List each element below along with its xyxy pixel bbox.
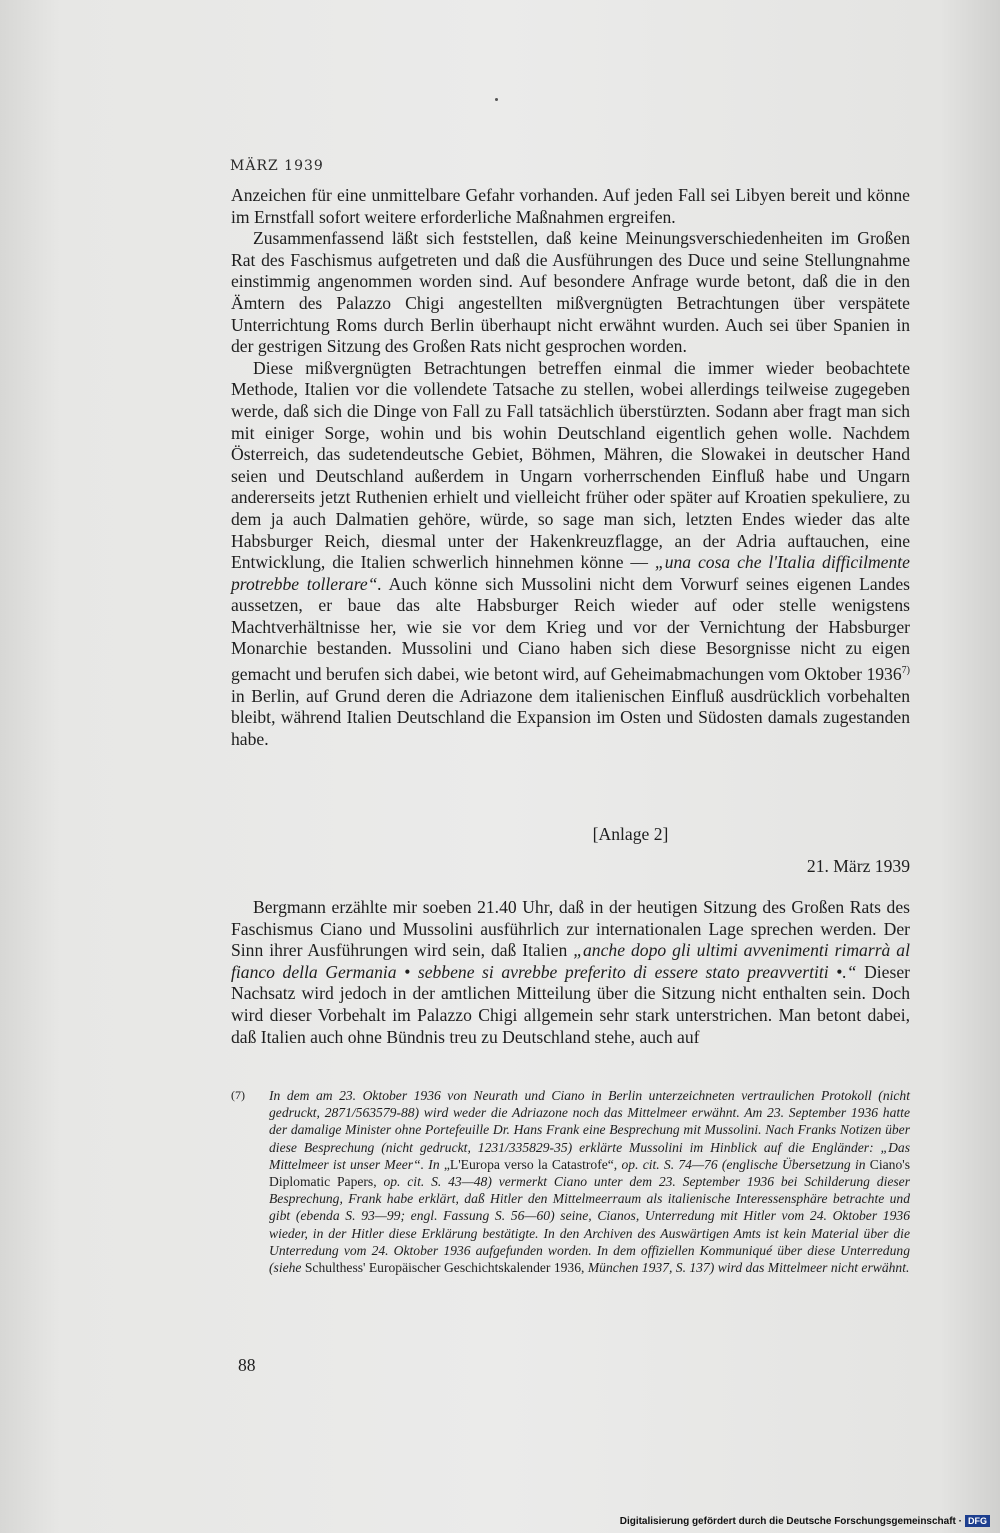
footnote-text — [269, 1087, 910, 1276]
footnote-ref: 7) — [901, 665, 910, 677]
page-number: 88 — [238, 1355, 256, 1375]
paragraph: Anzeichen für eine unmittelbare Gefahr vorhanden. Auf jeden Fall sei Libyen bereit und könne im Ernstfall sofort weitere erforderliche Maßnahmen ergreifen. — [231, 185, 910, 227]
paragraph — [231, 358, 910, 751]
main-text — [231, 185, 910, 750]
fn-run: op. cit. S. 74—76 (englische Übersetzung in — [621, 1156, 866, 1172]
fn-run: In dem am 23. Oktober 1936 von Neurath und Ciano in Berlin unterzeichneten vertraulichen Protokoll (nicht gedruckt, 2871/563579-88) wird weder die Adriazone noch das Mittelmeer erwähnt. Am 23. September 1936 hatte der damalige Minister ohne Portefeuille Dr. Hans Frank eine Besprechung mit Mussolini. Nach Franks Notizen über diese Besprechung (nicht gedruckt, 1231/335829-35) erklärte Mussolini im Hinblick auf die Engländer: „Das Mittelmeer ist unser Meer“. In — [269, 1088, 910, 1172]
fn-title: Schulthess' Europäischer Geschichtskalender 1936, — [304, 1260, 585, 1276]
paragraph: Zusammenfassend läßt sich feststellen, daß keine Meinungsverschiedenheiten im Großen Rat des Faschismus aufgetreten und daß die Ausführungen des Duce und seine Stellungnahme einstimmig angenommen worden sind. Auf besondere Anfrage wurde betont, daß die in den Ämtern des Palazzo Chigi angestellten mißvergnügten Betrachtungen über verspätete Unterrichtung Roms durch Berlin überhaupt nicht erwähnt wurden. Auch sei über Spanien in der gestrigen Sitzung des Großen Rats nicht gesprochen worden. — [231, 228, 910, 357]
text-run: Diese mißvergnügten Betrachtungen betreffen einmal die immer wieder beobachtete Methode, Italien vor die vollendete Tatsache zu stellen, wobei allerdings teilweise zugegeben werde, daß sich die Dinge von Fall zu Fall tatsächlich überstürzten. Sodann aber fragt man sich mit einiger Sorge, wohin und bis wohin Deutschland eigentlich gehen wolle. Nachdem Österreich, das sudetendeutsche Gebiet, Böhmen, Mähren, die Slowakei in deutscher Hand seien und Deutschland außerdem in Ungarn vorherrschenden Einfluß habe und Ungarn andererseits jetzt Ruthenien erhielt und vielleicht früher oder später auf Kroatien spekuliere, zu dem ja auch Dalmatien gehöre, würde, so sage man sich, letzten Endes wieder das alte Habsburger Reich, diesmal unter der Hakenkreuzflagge, an der Adria auftauchen, eine Entwicklung, die Italien schwerlich hinnehmen könne — — [231, 357, 910, 573]
fn-title: „L'Europa verso la Catastrofe“, — [443, 1156, 618, 1172]
date-line: 21. März 1939 — [806, 856, 910, 876]
text-run: in Berlin, auf Grund deren die Adriazone dem italienischen Einfluß ausdrücklich vorbehalten bleibt, während Italien Deutschland die Expansion im Osten und Südosten damals zugestanden habe. — [231, 685, 910, 749]
fn-title: Ciano's Diplomatic Papers, — [269, 1156, 910, 1190]
text-run: Dieser Nachsatz wird jedoch in der amtlichen Mitteilung über die Sitzung nicht enthalten sein. Doch wird dieser Vorbehalt im Palazzo Chigi allgemein sehr stark unterstrichen. Man betont dabei, daß Italien auch ohne Bündnis treu zu Deutschland stehe, auch auf — [231, 961, 910, 1047]
italian-quote: „anche dopo gli ultimi avvenimenti rimarrà al fianco della Germania • sebbene si avrebbe preferito di essere stato preavvertiti •.“ — [231, 940, 910, 982]
footnote-mark: (7) — [231, 1088, 245, 1102]
footer-credit — [620, 1515, 990, 1527]
annex-label: [Anlage 2] — [592, 824, 669, 844]
dfg-logo: DFG — [965, 1515, 990, 1527]
text-run: Auch könne sich Mussolini nicht dem Vorwurf seines eigenen Landes aussetzen, er baue das alte Habsburger Reich wieder auf oder stelle wenigstens Machtverhältnisse her, wie sie vor dem Krieg und vor der Vernichtung der Habsburger Monarchie bestanden. Mussolini und Ciano haben sich diese Besorgnisse nicht zu eigen gemacht und berufen sich dabei, wie betont wird, auf Geheimabmachungen vom Oktober 1936 — [231, 573, 910, 684]
footnote — [231, 1087, 910, 1276]
fn-run: München 1937, S. 137) wird das Mittelmeer nicht erwähnt. — [587, 1260, 910, 1276]
italian-quote: „una cosa che l'Italia difficilmente protrebbe tollerare“. — [231, 552, 910, 594]
speck — [495, 98, 498, 101]
credit-text: Digitalisierung gefördert durch die Deutsche Forschungsgemeinschaft · — [619, 1515, 962, 1527]
annex-text — [231, 897, 910, 1048]
running-head: MÄRZ 1939 — [230, 158, 324, 174]
text-run: Bergmann erzählte mir soeben 21.40 Uhr, daß in der heutigen Sitzung des Großen Rats des Faschismus Ciano und Mussolini ausführlich zur internationalen Lage sprechen werden. Der Sinn ihrer Ausführungen wird sein, daß Italien — [231, 897, 910, 961]
fn-run: op. cit. S. 43—48) vermerkt Ciano unter dem 23. September 1936 bei Schilderung dieser Besprechung, Frank habe erklärt, daß Hitler den Mittelmeerraum als italienische Interessensphäre betrachte und gibt (ebenda S. 93—99; engl. Fassung S. 56—60) seine, Cianos, Unterredung mit Hitler vom 24. Oktober 1936 wieder, in der Hitler diese Erklärung bestätigte. In den Archiven des Auswärtigen Amts ist kein Material über die Unterredung vom 24. Oktober 1936 aufgefunden worden. In dem offiziellen Kommuniqué über diese Unterredung (siehe — [269, 1174, 910, 1276]
